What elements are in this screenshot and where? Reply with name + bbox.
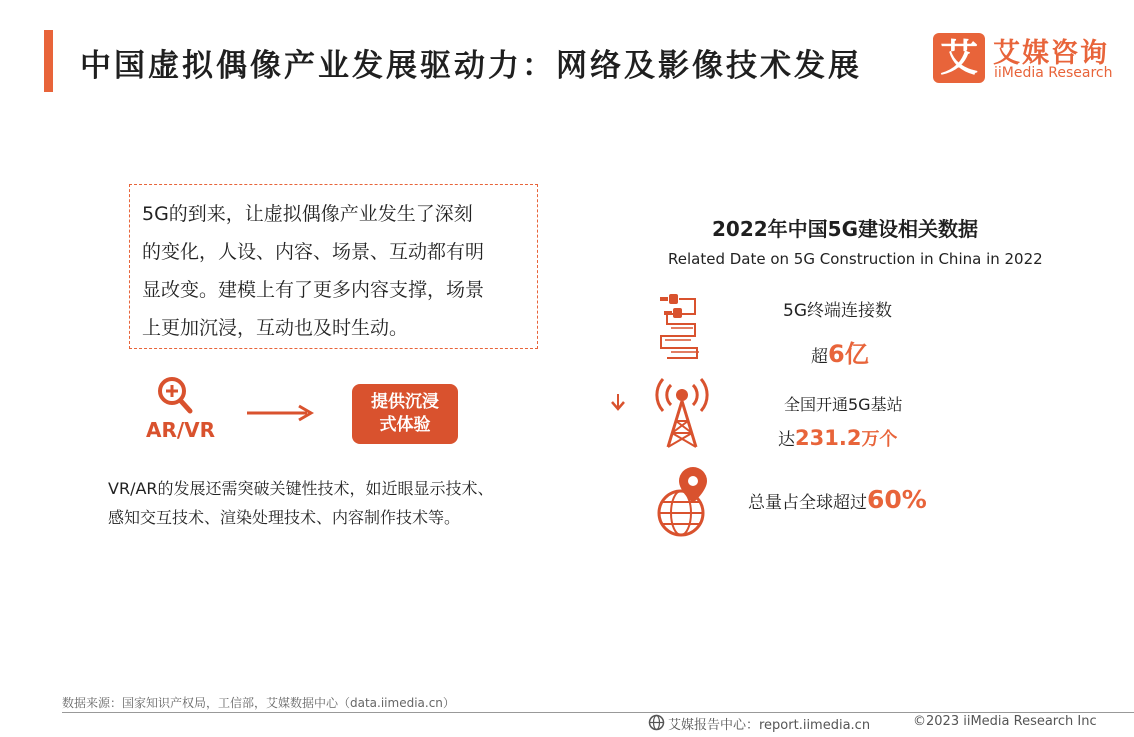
stat-value-row [778,425,897,451]
stat-value-row [811,334,869,369]
title-accent-bar [44,30,53,92]
stat-highlight: 231.2 [795,426,862,450]
tag-line-2: 式体验 [379,415,431,435]
intro-line: 的变化，人设、内容、场景、互动都有明 [142,241,485,263]
data-source: 数据来源：国家知识产权局，工信部，艾媒数据中心（data.iimedia.cn） [62,696,455,710]
copyright: ©2023 iiMedia Research Inc [913,714,1097,729]
stat-highlight: 6亿 [828,340,869,368]
signal-tower-icon [652,377,712,451]
intro-line: 5G的到来，让虚拟偶像产业发生了深刻 [142,203,473,225]
right-arrow-icon [245,403,317,423]
terminal-connection-icon [657,290,705,364]
stat-prefix: 达 [778,430,795,450]
report-center-link[interactable]: 艾媒报告中心：report.iimedia.cn [668,718,871,733]
logo-english-name: iiMedia Research [994,65,1113,81]
technology-note [108,474,494,532]
intro-description-box [129,184,538,349]
immersive-experience-tag [352,384,458,444]
intro-line: 上更加沉浸，互动也及时生动。 [142,317,409,339]
stat-label: 5G终端连接数 [783,301,892,321]
logo-chinese-name: 艾媒咨询 [993,38,1109,69]
stat-value-row [748,485,927,514]
stats-subtitle: Related Date on 5G Construction in China in 2022 [668,250,1043,268]
tag-line-1: 提供沉浸 [371,392,439,412]
global-location-icon [655,465,711,539]
logo-mark: 艾 [933,33,985,83]
arvr-label: AR/VR [146,418,216,442]
stat-highlight: 60% [867,485,927,514]
chevron-down-icon [609,392,627,412]
zoom-in-icon [155,374,195,416]
stat-prefix: 超 [811,347,828,367]
brand-logo [933,33,1118,85]
globe-icon [648,714,665,731]
stat-label: 全国开通5G基站 [784,395,903,414]
footer-divider [62,712,1134,713]
stats-title: 2022年中国5G建设相关数据 [712,217,978,241]
stat-suffix: 万个 [861,429,898,450]
note-line: 感知交互技术、渲染处理技术、内容制作技术等。 [108,508,461,527]
note-line: VR/AR的发展还需突破关键性技术，如近眼显示技术、 [108,479,494,498]
stat-label: 总量占全球超过 [748,493,867,513]
page-title: 中国虚拟偶像产业发展驱动力：网络及影像技术发展 [80,48,862,84]
intro-line: 显改变。建模上有了更多内容支撑，场景 [142,279,485,301]
